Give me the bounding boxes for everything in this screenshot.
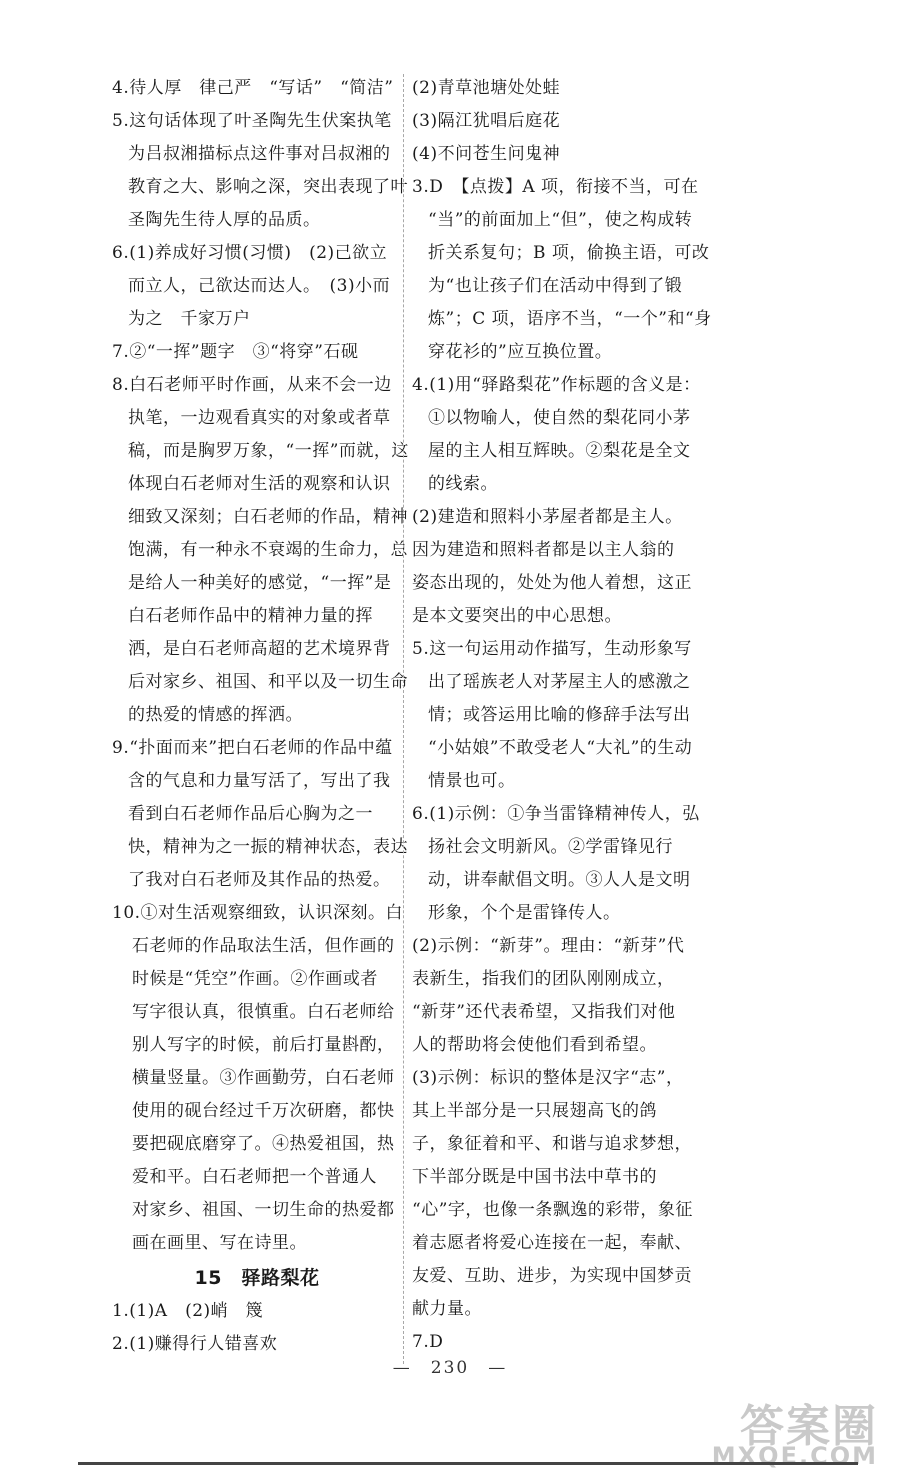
bottom-rule <box>78 1462 858 1465</box>
answer-item <box>412 138 712 171</box>
answer-line: 7.D <box>412 1332 444 1352</box>
answer-line: 看到白石老师作品后心胸为之一 <box>128 804 373 824</box>
answer-line: 献力量。 <box>412 1299 482 1319</box>
answer-line: 4.待人厚 律己严 “写话” “简洁” <box>112 78 394 98</box>
answer-line: 别人写字的时候，前后打量斟酌， <box>132 1035 395 1055</box>
column-divider <box>403 74 404 1364</box>
answer-line: 2.(1)赚得行人错喜欢 <box>112 1334 278 1354</box>
answer-line: 执笔，一边观看真实的对象或者草 <box>128 408 391 428</box>
answer-line: 折关系复句；B 项，偷换主语，可改 <box>428 243 710 263</box>
answer-line: 情景也可。 <box>428 771 516 791</box>
answer-item <box>412 369 712 501</box>
watermark-logo-text: 答案圈 <box>740 1401 878 1452</box>
answer-item <box>112 336 402 369</box>
answer-line: (2)示例：“新芽”。理由：“新芽”代 <box>412 936 685 956</box>
answer-line: 人的帮助将会使他们看到希望。 <box>412 1035 657 1055</box>
answer-line: 8.白石老师平时作画，从来不会一边 <box>112 375 392 395</box>
answer-item <box>412 171 712 369</box>
page-number: — 230 — <box>392 1358 508 1378</box>
answer-line: 后对家乡、祖国、和平以及一切生命 <box>128 672 408 692</box>
answer-line: 炼”；C 项，语序不当，“一个”和“身 <box>428 309 712 329</box>
answer-line: 是本文要突出的中心思想。 <box>412 606 622 626</box>
answer-line: 饱满，有一种永不衰竭的生命力，总 <box>128 540 408 560</box>
section-title: 15 驿路梨花 <box>194 1267 320 1289</box>
answer-line: 其上半部分是一只展翅高飞的鸽 <box>412 1101 657 1121</box>
answer-line: 横量竖量。③作画勤劳，白石老师 <box>132 1068 395 1088</box>
answer-line: 7.②“一挥”题字 ③“将穿”石砚 <box>112 342 359 362</box>
right-answer-list <box>412 72 712 1359</box>
answer-line: 写字很认真，很慎重。白石老师给 <box>132 1002 395 1022</box>
answer-line: “当”的前面加上“但”，使之构成转 <box>428 210 693 230</box>
answer-line: (3)隔江犹唱后庭花 <box>412 111 561 131</box>
answer-item <box>112 1295 402 1328</box>
answer-line: 6.(1)示例：①争当雷锋精神传人，弘 <box>412 804 700 824</box>
answer-item <box>412 798 712 930</box>
answer-item <box>412 72 712 105</box>
answer-line: 3.D 【点拨】A 项，衔接不当，可在 <box>412 177 699 197</box>
answer-item <box>412 1062 712 1326</box>
answer-line: 稿，而是胸罗万象，“一挥”而就，这 <box>128 441 409 461</box>
answer-line: 要把砚底磨穿了。④热爱祖国，热 <box>132 1134 395 1154</box>
answer-line: 表新生，指我们的团队刚刚成立， <box>412 969 675 989</box>
answer-line: 为“也让孩子们在活动中得到了锻 <box>428 276 683 296</box>
answer-item <box>112 237 402 336</box>
right-column <box>412 72 712 1359</box>
answer-line: 4.(1)用“驿路梨花”作标题的含义是： <box>412 375 701 395</box>
answer-line: (2)青草池塘处处蛙 <box>412 78 561 98</box>
answer-line: 友爱、互助、进步，为实现中国梦贡 <box>412 1266 692 1286</box>
answer-item <box>412 105 712 138</box>
answer-line: 圣陶先生待人厚的品质。 <box>128 210 321 230</box>
answer-line: 10.①对生活观察细致，认识深刻。白 <box>112 903 404 923</box>
answer-line: “心”字，也像一条飘逸的彩带，象征 <box>412 1200 693 1220</box>
answer-line: 因为建造和照料者都是以主人翁的 <box>412 540 675 560</box>
answer-line: 是给人一种美好的感觉，“一挥”是 <box>128 573 392 593</box>
answer-line: 白石老师作品中的精神力量的挥 <box>128 606 373 626</box>
answer-line: 的线索。 <box>428 474 498 494</box>
answer-line: 穿花衫的”应互换位置。 <box>428 342 613 362</box>
answer-line: 为吕叔湘描标点这件事对吕叔湘的 <box>128 144 391 164</box>
answer-line: 对家乡、祖国、一切生命的热爱都 <box>132 1200 395 1220</box>
answer-line: 为之 千家万户 <box>128 309 251 329</box>
answer-line: 快，精神为之一振的精神状态，表达 <box>128 837 408 857</box>
answer-line: 洒，是白石老师高超的艺术境界背 <box>128 639 391 659</box>
answer-line: 姿态出现的，处处为他人着想，这正 <box>412 573 692 593</box>
answer-line: 下半部分既是中国书法中草书的 <box>412 1167 657 1187</box>
answer-line: (3)示例：标识的整体是汉字“志”， <box>412 1068 684 1088</box>
answer-line: 体现白石老师对生活的观察和认识 <box>128 474 391 494</box>
answer-line: 屋的主人相互辉映。②梨花是全文 <box>428 441 691 461</box>
answer-line: “小姑娘”不敢受老人“大礼”的生动 <box>428 738 693 758</box>
answer-line: 动，讲奉献倡文明。③人人是文明 <box>428 870 691 890</box>
answer-line: 细致又深刻；白石老师的作品，精神 <box>128 507 408 527</box>
answer-line: 5.这一句运用动作描写，生动形象写 <box>412 639 692 659</box>
answer-item <box>112 369 409 732</box>
answer-item <box>112 105 408 237</box>
left-column <box>112 72 409 1361</box>
answer-line: 子，象征着和平、和谐与追求梦想， <box>412 1134 692 1154</box>
answer-item <box>112 72 402 105</box>
answer-line: 石老师的作品取法生活，但作画的 <box>132 936 395 956</box>
answer-line: “新芽”还代表希望，又指我们对他 <box>412 1002 676 1022</box>
answer-line: 形象，个个是雷锋传人。 <box>428 903 621 923</box>
answer-line: 5.这句话体现了叶圣陶先生伏案执笔 <box>112 111 392 131</box>
answer-line: (2)建造和照料小茅屋者都是主人。 <box>412 507 683 527</box>
answer-line: 9.“扑面而来”把白石老师的作品中蕴 <box>112 738 393 758</box>
answer-line: 含的气息和力量写活了，写出了我 <box>128 771 391 791</box>
answer-line: 情；或答运用比喻的修辞手法写出 <box>428 705 691 725</box>
answer-item <box>112 897 402 1260</box>
answer-line: 1.(1)A (2)峭 篾 <box>112 1301 264 1321</box>
answer-line: 6.(1)养成好习惯(习惯) (2)己欲立 <box>112 243 388 263</box>
watermark-url-text: MXQE.COM <box>711 1442 878 1470</box>
section-answer-list <box>112 1295 402 1361</box>
answer-line: 教育之大、影响之深，突出表现了叶 <box>128 177 408 197</box>
answer-line: 的热爱的情感的挥洒。 <box>128 705 303 725</box>
answer-line: 出了瑶族老人对茅屋主人的感激之 <box>428 672 691 692</box>
answer-line: 扬社会文明新风。②学雷锋见行 <box>428 837 673 857</box>
answer-line: 了我对白石老师及其作品的热爱。 <box>128 870 391 890</box>
answer-line: 着志愿者将爱心连接在一起，奉献、 <box>412 1233 692 1253</box>
answer-item <box>412 633 712 798</box>
answer-line: ①以物喻人，使自然的梨花同小茅 <box>428 408 691 428</box>
answer-line: 而立人，己欲达而达人。 (3)小而 <box>128 276 391 296</box>
left-answer-list <box>112 72 409 1260</box>
answer-line: (4)不问苍生问鬼神 <box>412 144 561 164</box>
answer-line: 画在画里、写在诗里。 <box>132 1233 307 1253</box>
answer-line: 时候是“凭空”作画。②作画或者 <box>132 969 378 989</box>
answer-item <box>112 732 408 897</box>
answer-line: 爱和平。白石老师把一个普通人 <box>132 1167 377 1187</box>
answer-item <box>412 501 712 633</box>
answer-item <box>412 930 712 1062</box>
answer-line: 使用的砚台经过千万次研磨，都快 <box>132 1101 395 1121</box>
